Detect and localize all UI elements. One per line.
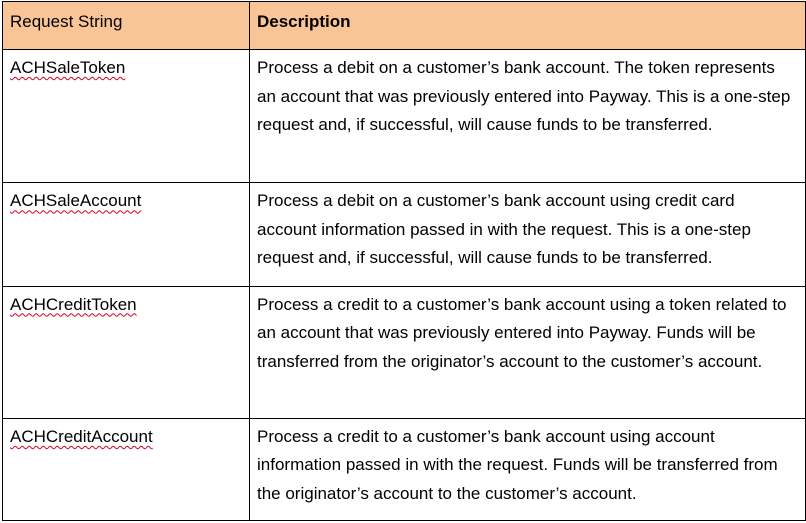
request-string: ACHSaleAccount bbox=[10, 191, 142, 211]
request-string: ACHCreditAccount bbox=[10, 426, 153, 446]
table-row bbox=[3, 418, 806, 520]
table-row bbox=[3, 286, 806, 418]
table-row bbox=[3, 183, 806, 286]
request-cell bbox=[3, 418, 250, 520]
request-cell bbox=[3, 50, 250, 183]
description-cell: Process a debit on a customer’s bank account using credit card account information passed in with the request. This is a one-step request and, if successful, will cause funds to be transferred. bbox=[250, 183, 806, 286]
request-string: ACHCreditToken bbox=[10, 294, 137, 314]
header-row bbox=[3, 2, 806, 50]
header-description: Description bbox=[250, 2, 806, 50]
table-body bbox=[3, 50, 806, 521]
table-header bbox=[3, 2, 806, 50]
header-request-string: Request String bbox=[3, 2, 250, 50]
request-string-table bbox=[2, 1, 806, 521]
description-cell: Process a credit to a customer’s bank account using account information passed in with the request. Funds will be transferred from the originator’s account to the customer’s account. bbox=[250, 418, 806, 520]
request-cell bbox=[3, 183, 250, 286]
request-string: ACHSaleToken bbox=[10, 58, 126, 77]
description-cell: Process a credit to a customer’s bank account using a token related to an account that was previously entered into Payway. Funds will be transferred from the originator’s account to the customer’s account. bbox=[250, 286, 806, 418]
request-cell bbox=[3, 286, 250, 418]
description-cell: Process a debit on a customer’s bank account. The token represents an account that was previously entered into Payway. This is a one-step request and, if successful, will cause funds to be transferred. bbox=[250, 50, 806, 183]
table-row bbox=[3, 50, 806, 183]
